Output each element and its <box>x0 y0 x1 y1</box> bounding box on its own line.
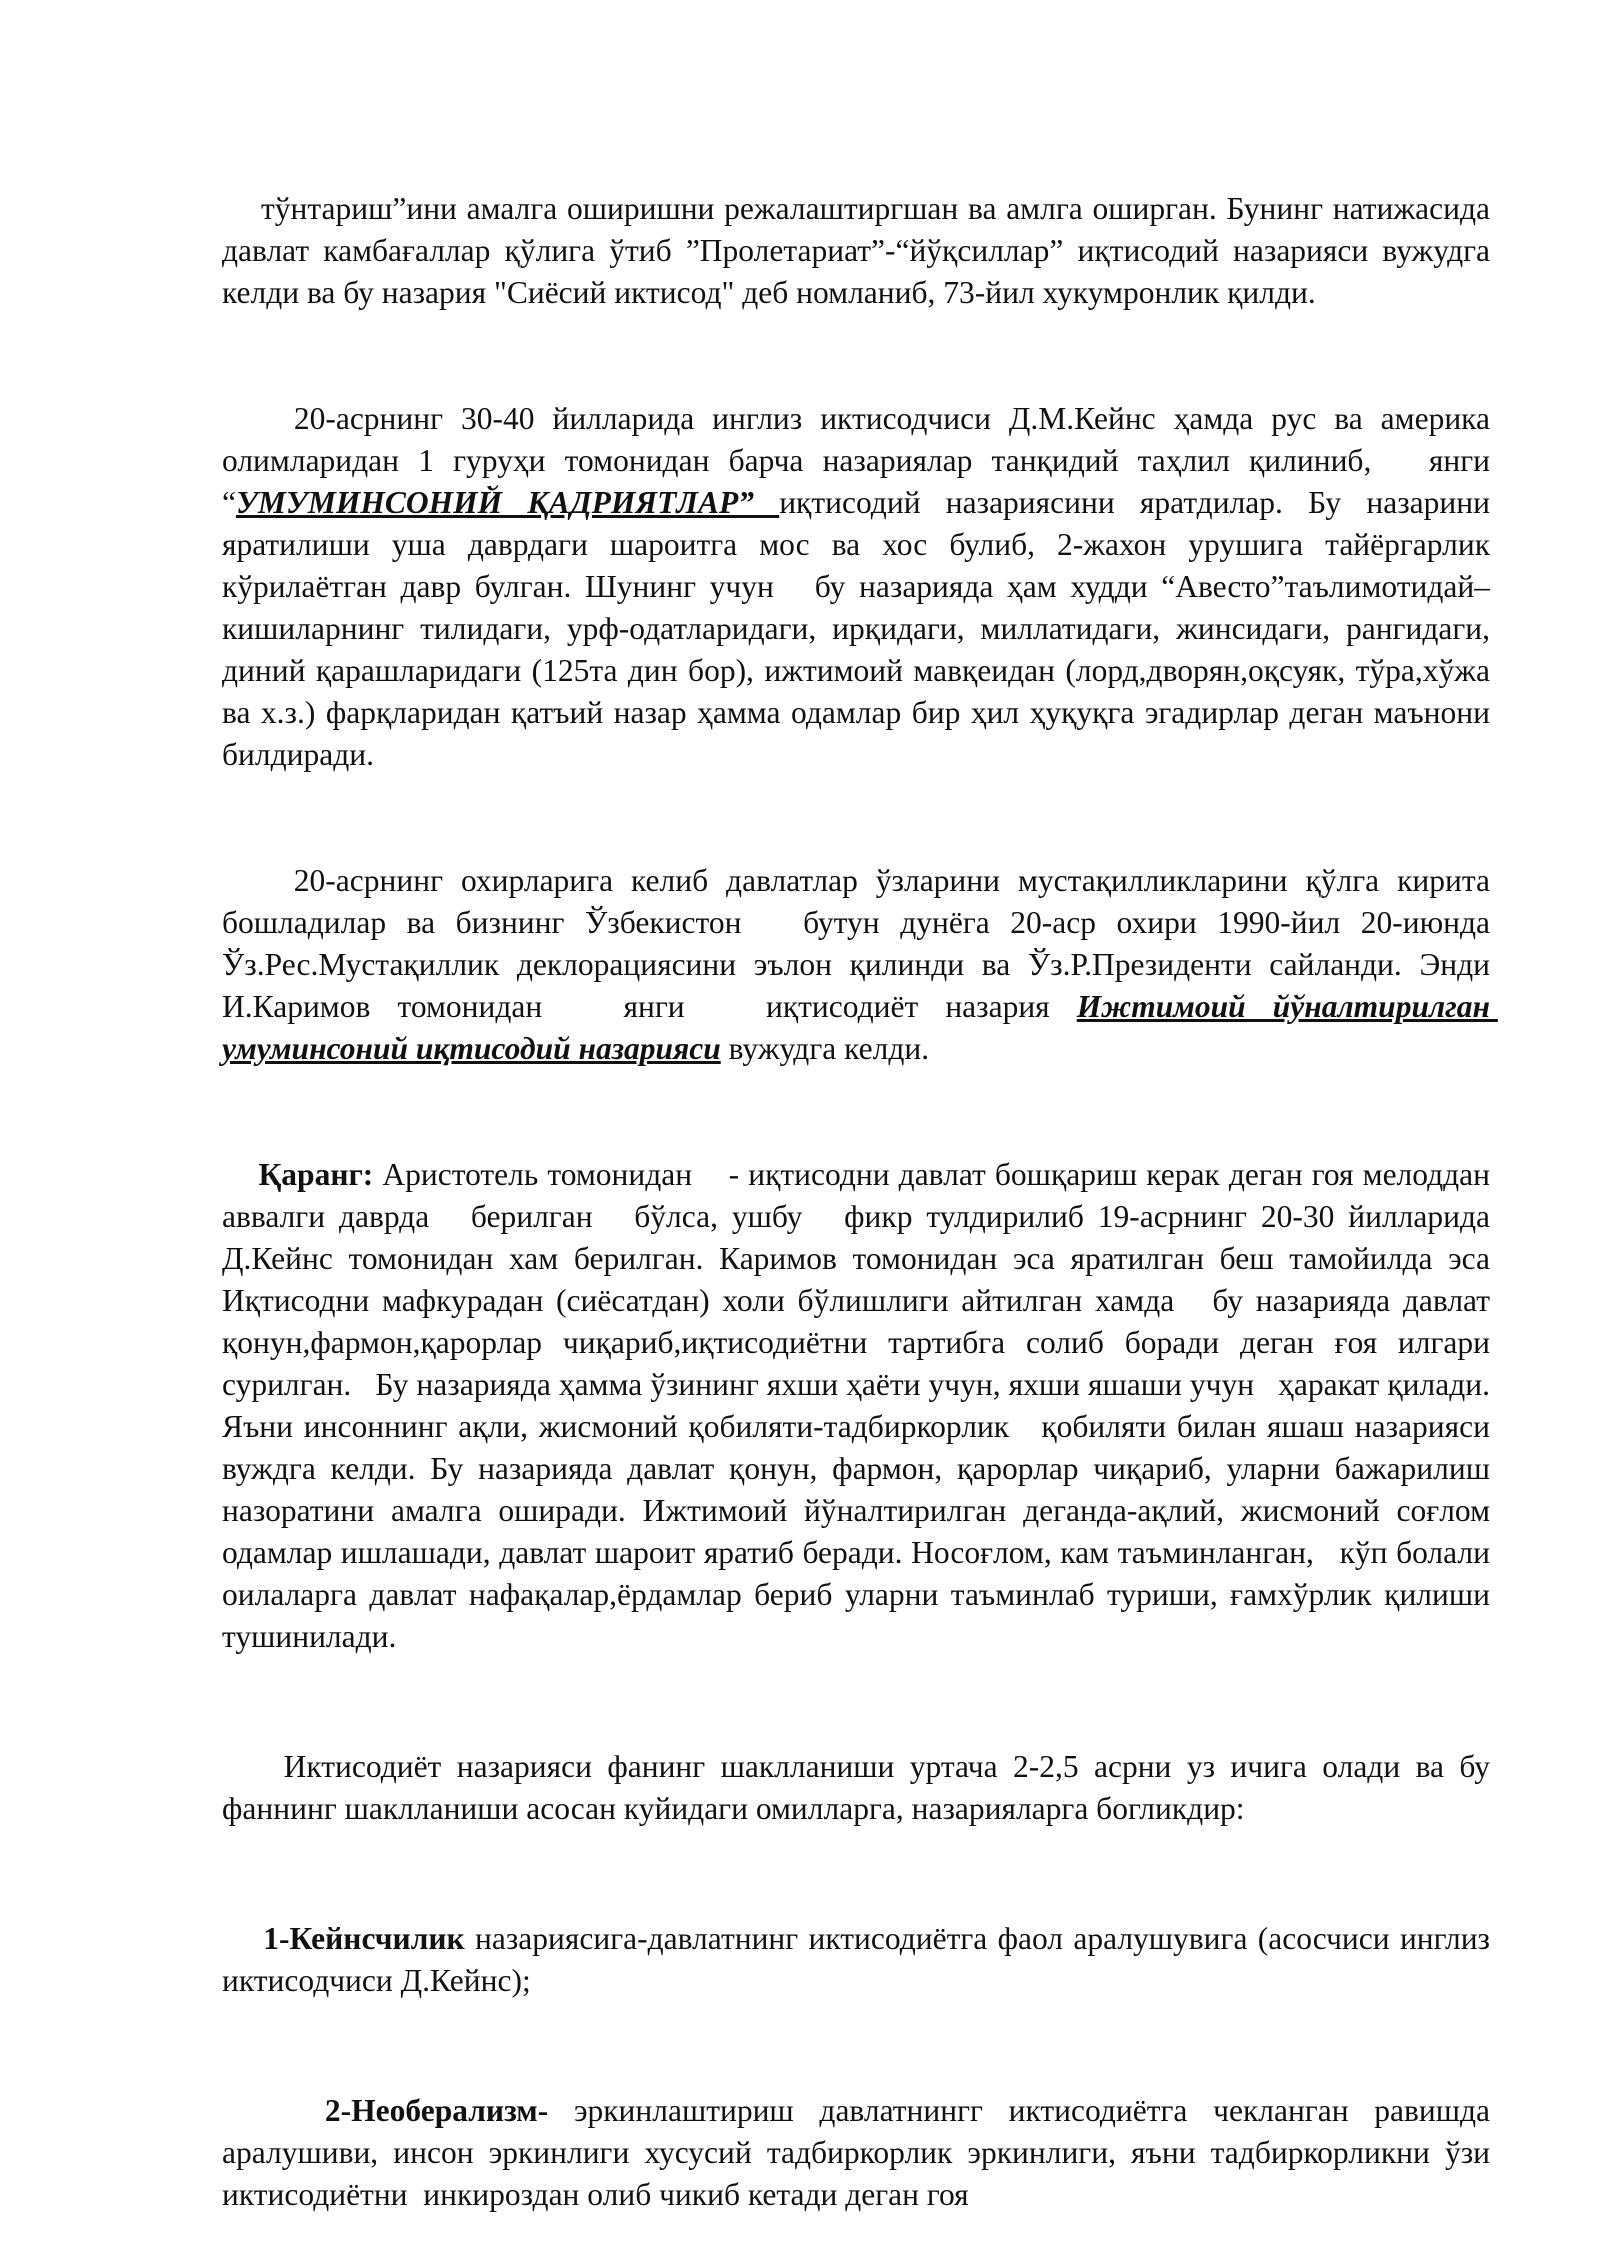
list-item-keynesianism <box>222 1876 1498 2044</box>
paragraph-3-text-end: вужудга келди. <box>720 1031 930 1066</box>
keynesianism-label: 1-Кейнсчилик <box>263 1921 465 1956</box>
see-label: Қаранг: <box>258 1157 374 1192</box>
list-item-neoliberalism <box>222 2048 1498 2258</box>
paragraph-2 <box>222 356 1498 818</box>
paragraph-5-text: Иктисодиёт назарияси фанинг шаклланиши уртача 2-2,5 асрни уз ичига олади ва бу фаннинг шаклланиши асосан куйидаги омилларга, назарияларга богликдир: <box>222 1749 1498 1826</box>
universal-values-term: УМУМИНСОНИЙ ҚАДРИЯТЛАР” <box>235 485 780 520</box>
paragraph-1-text: тўнтариш”ини амалга оширишни режалаштиргшан ва амлга оширган. Бунинг натижасида давлат камбағаллар қўлига ўтиб ”Пролетариат”-“йўқсиллар” иқтисодий назарияси вужудга келди ва бу назария "Сиёсий иктисод" деб номланиб, 73-йил хукумронлик қилди. <box>222 191 1498 310</box>
document-page <box>222 146 1498 2258</box>
paragraph-3 <box>222 818 1498 1112</box>
paragraph-2-text-start: 20-асрнинг 30-40 йилларида инглиз иктисодчиси Д.М.Кейнс ҳамда рус ва америка олимларидан 1 гуруҳи томонидан барча назариялар танқидий таҳлил қилиниб, янги “ <box>222 401 1498 520</box>
paragraph-2-text-end: иқтисодий назариясини яратдилар. Бу назарини яратилиши уша даврдаги шароитга мос ва хос булиб, 2-жахон урушига тайёргарлик кўрилаётган давр булган. Шунинг учун бу назарияда ҳам худди “Авесто”таълимотидай–кишиларнинг тилидаги, урф-одатларидаги, ирқидаги, миллатидаги, жинсидаги, рангидаги, диний қарашларидаги (125та дин бор), ижтимоий мавқеидан (лорд,дворян,оқсуяк, тўра,хўжа ва х.з.) фарқларидан қатъий назар ҳамма одамлар бир ҳил ҳуқуқга эгадирлар деган маънони билдиради. <box>222 485 1498 772</box>
social-oriented-theory-term: Ижтимоий йўналтирилган умуминсоний иқтисодий назарияси <box>222 989 1498 1066</box>
neoliberalism-label: 2-Необерализм- <box>324 2093 549 2128</box>
paragraph-5 <box>222 1704 1498 1872</box>
paragraph-4 <box>222 1112 1498 1700</box>
paragraph-4-text: Аристотель томонидан - иқтисодни давлат бошқариш керак деган гоя мелоддан аввалги даврда берилган бўлса, ушбу фикр тулдирилиб 19-асрнинг 20-30 йилларида Д.Кейнс томонидан хам берилган. Каримов томонидан эса яратилган беш тамойилда эса Иқтисодни мафкурадан (сиёсатдан) холи бўлишлиги айтилган хамда бу назарияда давлат қонун,фармон,қарорлар чиқариб,иқтисодиётни тартибга солиб боради деган ғоя илгари сурилган. Бу назарияда ҳамма ўзининг яхши ҳаёти учун, яхши яшаши учун ҳаракат қилади. Яъни инсоннинг ақли, жисмоний қобиляти-тадбиркорлик қобиляти билан яшаш назарияси вуждга келди. Бу назарияда давлат қонун, фармон, қарорлар чиқариб, уларни бажарилиш назоратини амалга оширади. Ижтимоий йўналтирилган деганда-ақлий, жисмоний соғлом одамлар ишлашади, давлат шароит яратиб беради. Носоғлом, кам таъминланган, кўп болали оилаларга давлат нафақалар,ёрдамлар бериб уларни таъминлаб туриши, ғамхўрлик қилиши тушинилади. <box>222 1157 1498 1654</box>
keynesianism-text: назариясига-давлатнинг иктисодиётга фаол аралушувига (асосчиси инглиз иктисодчиси Д.Кейнс); <box>222 1921 1498 1998</box>
paragraph-1 <box>222 146 1498 356</box>
paragraph-3-text-start: 20-асрнинг охирларига келиб давлатлар ўзларини мустақилликларини қўлга кирита бошладилар ва бизнинг Ўзбекистон бутун дунёга 20-аср охири 1990-йил 20-июнда Ўз.Рес.Мустақиллик деклорациясини эълон қилинди ва Ўз.Р.Президенти сайланди. Энди И.Каримов томонидан янги иқтисодиёт назария <box>222 863 1498 1024</box>
neoliberalism-text: эркинлаштириш давлатнингг иктисодиётга чекланган равишда аралушиви, инсон эркинлиги хусусий тадбиркорлик эркинлиги, яъни тадбиркорликни ўзи иктисодиётни инкироздан олиб чикиб кетади деган гоя <box>222 2093 1498 2212</box>
